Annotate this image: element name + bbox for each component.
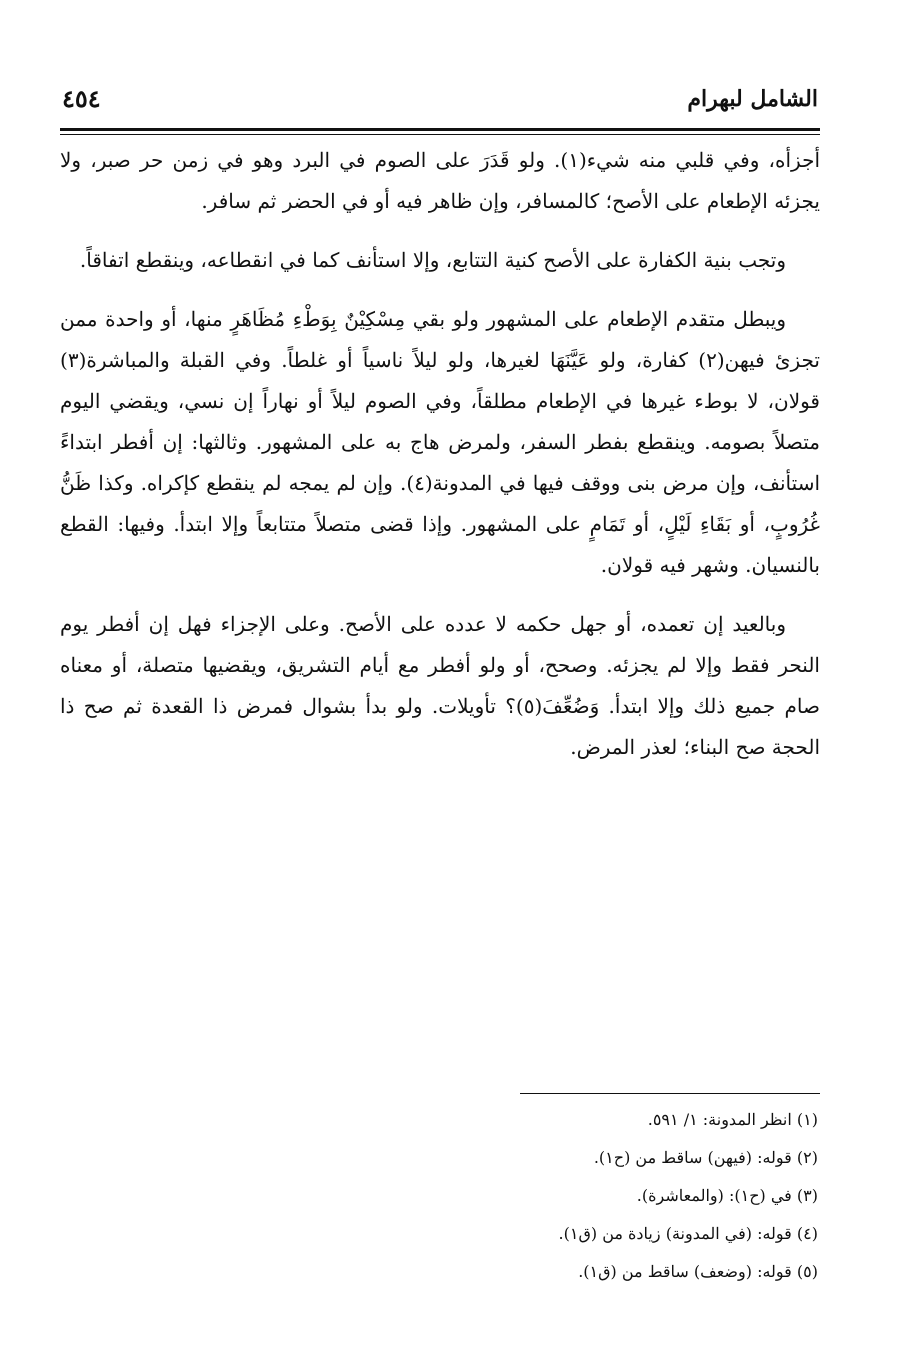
- page-number: ٤٥٤: [62, 84, 101, 113]
- footnote: (٣) في (ح١): (والمعاشرة).: [636, 1186, 818, 1205]
- book-title: الشامل لبهرام: [687, 86, 818, 112]
- footnote: (٤) قوله: (في المدونة) زيادة من (ق١).: [558, 1224, 818, 1243]
- paragraph: وبالعيد إن تعمده، أو جهل حكمه لا عدده على الأصح. وعلى الإجزاء فهل إن أفطر يوم النحر فقط وإلا لم يجزئه. وصحح، أو ولو أفطر مع أيام التشريق، ويقضيها متصلة، أو معناه صام جميع ذلك وإلا ابتدأ. وَضُعِّفَ(٥)؟ تأويلات. ولو بدأ بشوال فمرض ذا القعدة ثم صح ذا الحجة صح البناء؛ لعذر المرض.: [60, 612, 820, 759]
- footnote: (٥) قوله: (وضعف) ساقط من (ق١).: [578, 1262, 818, 1281]
- footnote: (١) انظر المدونة: ١/ ٥٩١.: [647, 1110, 818, 1129]
- footnote: (٢) قوله: (فيهن) ساقط من (ح١).: [593, 1148, 818, 1167]
- main-text: [60, 140, 820, 786]
- paragraph: وتجب بنية الكفارة على الأصح كنية التتابع، وإلا استأنف كما في انقطاعه، وينقطع اتفاقاً.: [79, 248, 786, 272]
- paragraph: ويبطل متقدم الإطعام على المشهور ولو بقي مِسْكِيْنٌ بِوَطْءِ مُظَاهَرٍ منها، أو واحدة ممن تجزئ فيهن(٢) كفارة، ولو عَيَّنَهَا لغيرها، ولو ليلاً ناسياً أو غلطاً. وفي القبلة والمباشرة(٣) قولان، لا بوطء غيرها في الإطعام مطلقاً، وفي الصوم ليلاً أو نهاراً إن نسي، ويقضي اليوم متصلاً بصومه. وينقطع بفطر السفر، ولمرض هاج به على المشهور. وثالثها: إن أفطر ابتداءً استأنف، وإن مرض بنى ووقف فيها في المدونة(٤). وإن لم يمجه لم ينقطع كإكراه. وكذا ظَنُّ غُرُوبٍ، أو بَقَاءِ لَيْلٍ، أو تَمَامٍ على المشهور. وإذا قضى متصلاً متتابعاً وإلا ابتدأ. وفيها: القطع بالنسيان. وشهر فيه قولان.: [60, 307, 821, 577]
- footnotes: [60, 1104, 818, 1294]
- header-rule-thin: [60, 134, 820, 135]
- paragraph: أجزأه، وفي قلبي منه شيء(١). ولو قَدَرَ على الصوم في البرد وهو في زمن حر صبر، ولا يجزئه الإطعام على الأصح؛ كالمسافر، وإن ظاهر فيه أو في الحضر ثم سافر.: [60, 148, 821, 213]
- running-header: [60, 82, 820, 122]
- footnote-separator: [520, 1093, 820, 1094]
- header-rule-thick: [60, 128, 820, 131]
